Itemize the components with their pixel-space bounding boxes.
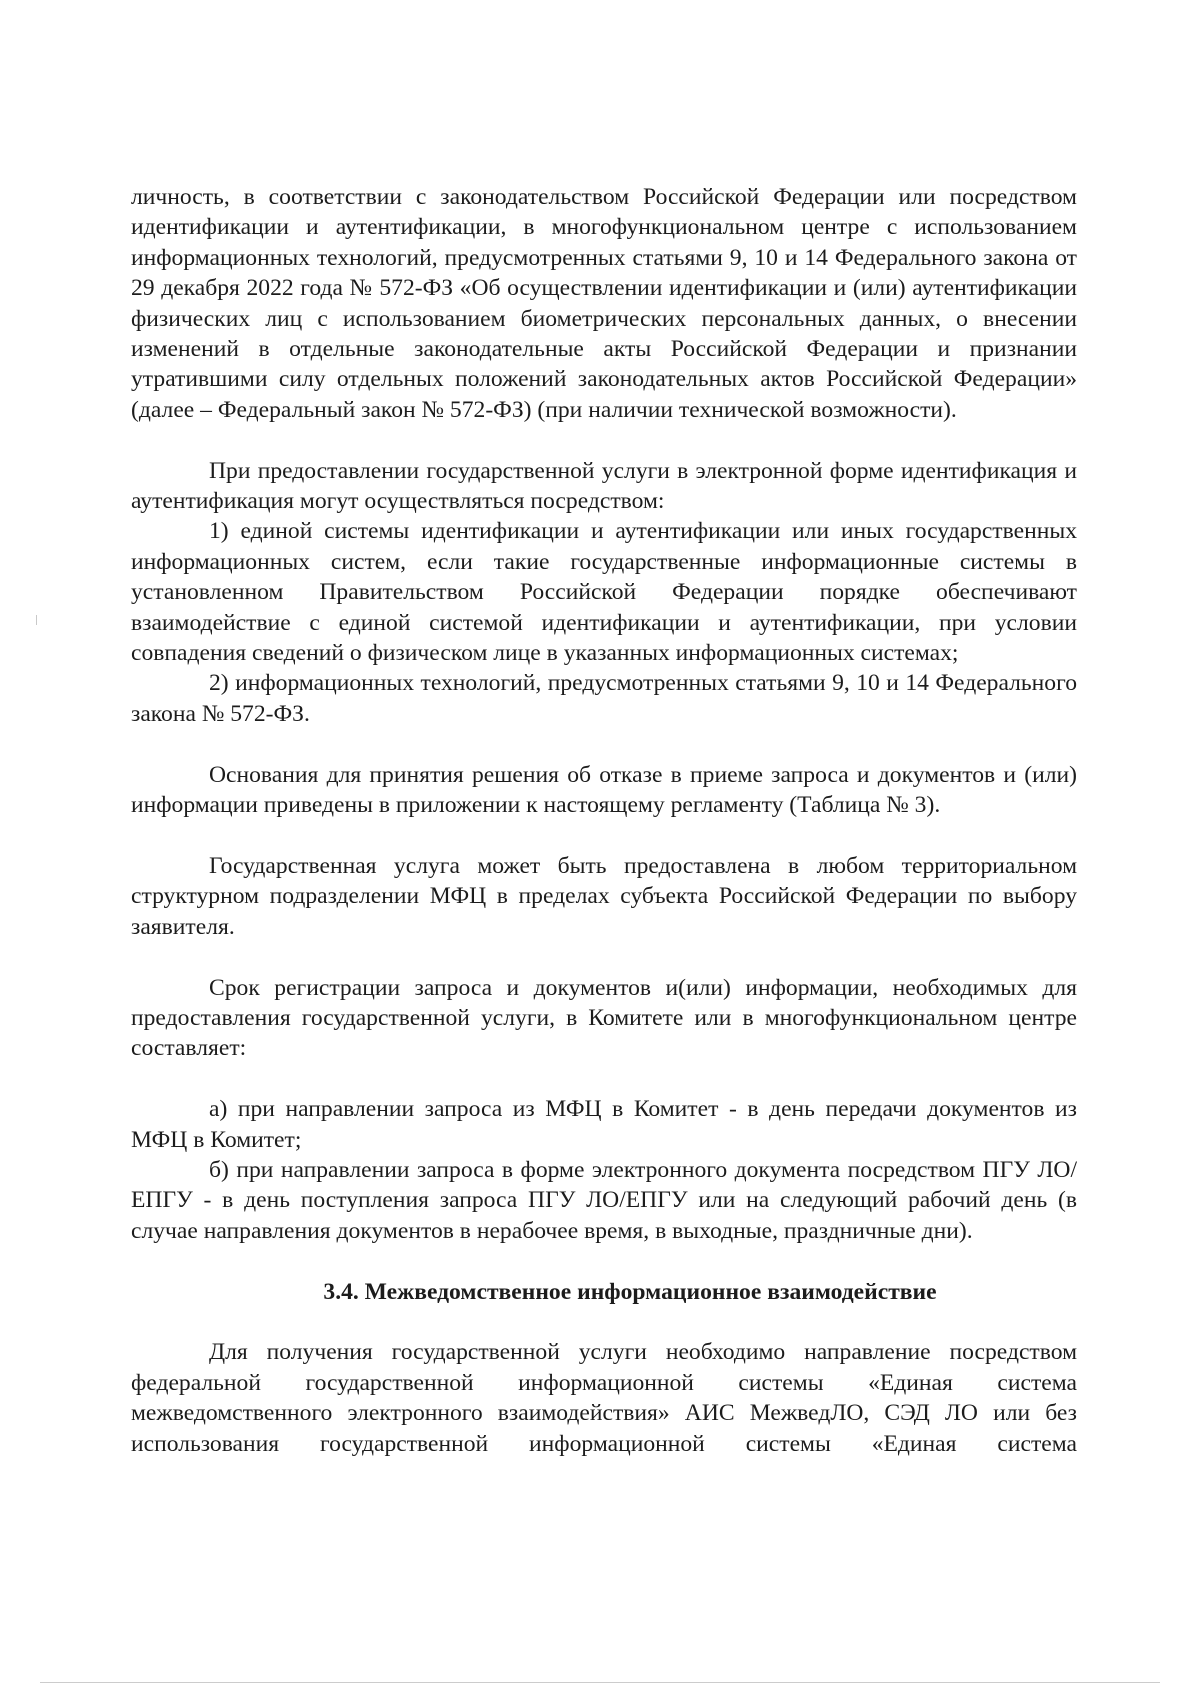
paragraph-interagency: Для получения государственной услуги необходимо направление посредством федеральной государственной информационной системы «Единая система межведомственного электронного взаимодействия» АИС МежведЛО, СЭД ЛО или без использования государственной информационной системы «Единая система bbox=[131, 1339, 1077, 1457]
list-item-information-technologies: 2) информационных технологий, предусмотренных статьями 9, 10 и 14 Федерального закона № 572-ФЗ. bbox=[131, 670, 1077, 727]
scan-artifact bbox=[36, 615, 37, 625]
list-item-electronic-request: б) при направлении запроса в форме электронного документа посредством ПГУ ЛО/ЕПГУ - в день поступления запроса ПГУ ЛО/ЕПГУ или на следующий рабочий день (в случае направления документов в нерабочее время, в выходные, праздничные дни). bbox=[131, 1156, 1077, 1244]
spacer bbox=[131, 821, 1077, 851]
paragraph-registration-term: Срок регистрации запроса и документов и(или) информации, необходимых для предоставления государственной услуги, в Комитете или в многофункциональном центре составляет: bbox=[131, 974, 1077, 1062]
spacer bbox=[131, 729, 1077, 759]
spacer bbox=[131, 425, 1077, 455]
paragraph-mfc-territorial: Государственная услуга может быть предоставлена в любом территориальном структурном подразделении МФЦ в пределах субъекта Российской Федерации по выбору заявителя. bbox=[131, 852, 1077, 940]
page-bottom-edge bbox=[40, 1682, 1160, 1683]
paragraph-identification-intro: При предоставлении государственной услуги в электронной форме идентификация и аутентификация могут осуществляться посредством: bbox=[131, 457, 1077, 515]
spacer bbox=[131, 1307, 1077, 1337]
paragraph-refusal-grounds: Основания для принятия решения об отказе в приеме запроса и документов и (или) информации приведены в приложении к настоящему регламенту (Таблица № 3). bbox=[131, 761, 1077, 819]
paragraph-identity: личность, в соответствии с законодательством Российской Федерации или посредством идентификации и аутентификации, в многофункциональном центре с использованием информационных технологий, предусмотренных статьями 9, 10 и 14 Федерального закона от 29 декабря 2022 года № 572-ФЗ «Об осуществлении идентификации и (или) аутентификации физических лиц с использованием биометрических персональных данных, о внесении изменений в отдельные законодательные акты Российской Федерации и признании утратившими силу отдельных положений законодательных актов Российской Федерации» (далее – Федеральный закон № 572-ФЗ) (при наличии технической возможности). bbox=[131, 184, 1077, 423]
spacer bbox=[131, 1064, 1077, 1094]
spacer bbox=[131, 942, 1077, 972]
section-heading: 3.4. Межведомственное информационное взаимодействие bbox=[323, 1278, 937, 1305]
document-page bbox=[131, 182, 1077, 1459]
list-item-mfc-to-committee: а) при направлении запроса из МФЦ в Комитет - в день передачи документов из МФЦ в Комитет; bbox=[131, 1096, 1077, 1153]
spacer bbox=[131, 1246, 1077, 1276]
list-item-unified-system: 1) единой системы идентификации и аутентификации или иных государственных информационных систем, если такие государственные информационные системы в установленном Правительством Российской Федерации порядке обеспечивают взаимодействие с единой системой идентификации и аутентификации, при условии совпадения сведений о физическом лице в указанных информационных системах; bbox=[131, 518, 1077, 667]
